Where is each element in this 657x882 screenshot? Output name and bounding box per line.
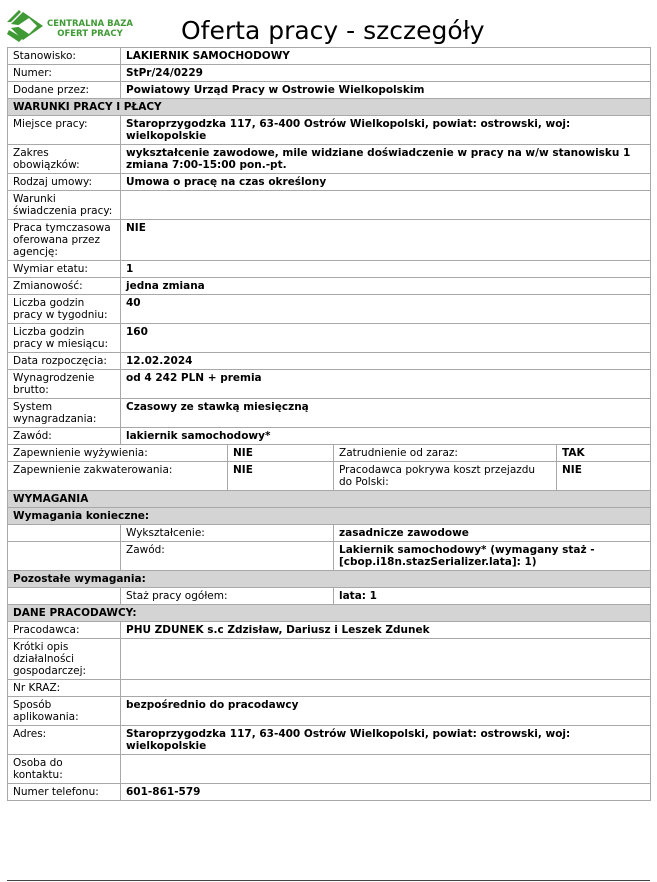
label-sposob-aplikowania: Sposób aplikowania: xyxy=(8,697,121,726)
value-wyksztalcenie: zasadnicze zawodowe xyxy=(334,525,651,542)
value-zawod: lakiernik samochodowy* xyxy=(121,428,651,445)
value-zatrudnienie-od-zaraz: TAK xyxy=(557,445,651,462)
label-zatrudnienie-od-zaraz: Zatrudnienie od zaraz: xyxy=(334,445,557,462)
label-wymagany-zawod: Zawód: xyxy=(121,542,334,571)
value-zakres-obowiazkow: wykształcenie zawodowe, mile widziane doświadczenie w pracy na w/w stanowisku 1 zmiana 7:00-15:00 pon.-pt. xyxy=(121,145,651,174)
subsection-pozostale xyxy=(8,571,651,588)
label-zmianowosc: Zmianowość: xyxy=(8,278,121,295)
section-wymagania-title: WYMAGANIA xyxy=(8,491,651,508)
row-wymagany-zawod xyxy=(8,542,651,571)
value-miejsce-pracy: Staroprzygodzka 117, 63-400 Ostrów Wielkopolski, powiat: ostrowski, woj: wielkopolskie xyxy=(121,116,651,145)
document-header xyxy=(7,6,650,46)
value-godziny-miesiac: 160 xyxy=(121,324,651,353)
value-stanowisko: LAKIERNIK SAMOCHODOWY xyxy=(121,48,651,65)
label-stanowisko: Stanowisko: xyxy=(8,48,121,65)
row-godziny-miesiac xyxy=(8,324,651,353)
value-wymiar-etatu: 1 xyxy=(121,261,651,278)
row-praca-tymczasowa xyxy=(8,220,651,261)
row-rodzaj-umowy xyxy=(8,174,651,191)
row-numer-telefonu xyxy=(8,784,651,801)
row-wynagrodzenie xyxy=(8,370,651,399)
value-sposob-aplikowania: bezpośrednio do pracodawcy xyxy=(121,697,651,726)
row-wymiar-etatu xyxy=(8,261,651,278)
value-osoba-kontakt xyxy=(121,755,651,784)
row-opis-dzialalnosci xyxy=(8,639,651,680)
label-wynagrodzenie: Wynagrodzenie brutto: xyxy=(8,370,121,399)
value-pracodawca: PHU ZDUNEK s.c Zdzisław, Dariusz i Leszek Zdunek xyxy=(121,622,651,639)
value-numer-telefonu: 601-861-579 xyxy=(121,784,651,801)
logo-text xyxy=(47,20,133,39)
row-staz-pracy xyxy=(8,588,651,605)
label-wyzywienie: Zapewnienie wyżywienia: xyxy=(8,445,228,462)
label-warunki-swiadczenia: Warunki świadczenia pracy: xyxy=(8,191,121,220)
subsection-konieczne xyxy=(8,508,651,525)
value-dodane-przez: Powiatowy Urząd Pracy w Ostrowie Wielkopolskim xyxy=(121,82,651,99)
row-data-rozpoczecia xyxy=(8,353,651,370)
page-title: Oferta pracy - szczegóły xyxy=(181,16,485,45)
row-nr-kraz xyxy=(8,680,651,697)
row-stanowisko xyxy=(8,48,651,65)
value-system-wynagradzania: Czasowy ze stawką miesięczną xyxy=(121,399,651,428)
row-warunki-swiadczenia xyxy=(8,191,651,220)
label-staz-pracy: Staż pracy ogółem: xyxy=(121,588,334,605)
row-osoba-kontakt xyxy=(8,755,651,784)
label-godziny-miesiac: Liczba godzin pracy w miesiącu: xyxy=(8,324,121,353)
label-pracodawca: Pracodawca: xyxy=(8,622,121,639)
label-koszt-przejazdu: Pracodawca pokrywa koszt przejazdu do Polski: xyxy=(334,462,557,491)
label-wymiar-etatu: Wymiar etatu: xyxy=(8,261,121,278)
row-zakwaterowanie-przejazd xyxy=(8,462,651,491)
logo-line-1: CENTRALNA BAZA xyxy=(47,19,133,29)
label-miejsce-pracy: Miejsce pracy: xyxy=(8,116,121,145)
logo-arrow-icon xyxy=(7,10,47,42)
label-adres: Adres: xyxy=(8,726,121,755)
row-dodane-przez xyxy=(8,82,651,99)
label-zakres-obowiazkow: Zakres obowiązków: xyxy=(8,145,121,174)
row-zawod xyxy=(8,428,651,445)
label-praca-tymczasowa: Praca tymczasowa oferowana przez agencję: xyxy=(8,220,121,261)
offer-details-table xyxy=(7,47,651,801)
value-data-rozpoczecia: 12.02.2024 xyxy=(121,353,651,370)
label-dodane-przez: Dodane przez: xyxy=(8,82,121,99)
value-wynagrodzenie: od 4 242 PLN + premia xyxy=(121,370,651,399)
section-pracodawca xyxy=(8,605,651,622)
value-koszt-przejazdu: NIE xyxy=(557,462,651,491)
value-zmianowosc: jedna zmiana xyxy=(121,278,651,295)
value-praca-tymczasowa: NIE xyxy=(121,220,651,261)
page-bottom-rule xyxy=(7,880,650,881)
label-zawod: Zawód: xyxy=(8,428,121,445)
label-zakwaterowanie: Zapewnienie zakwaterowania: xyxy=(8,462,228,491)
row-system-wynagradzania xyxy=(8,399,651,428)
row-zakres-obowiazkow xyxy=(8,145,651,174)
row-godziny-tydzien xyxy=(8,295,651,324)
value-staz-pracy: lata: 1 xyxy=(334,588,651,605)
subsection-pozostale-title: Pozostałe wymagania: xyxy=(8,571,651,588)
logo-line-2: OFERT PRACY xyxy=(57,28,123,39)
indent-cell xyxy=(8,588,121,605)
indent-cell xyxy=(8,525,121,542)
row-wyksztalcenie xyxy=(8,525,651,542)
value-adres: Staroprzygodzka 117, 63-400 Ostrów Wielkopolski, powiat: ostrowski, woj: wielkopolskie xyxy=(121,726,651,755)
label-wyksztalcenie: Wykształcenie: xyxy=(121,525,334,542)
section-wymagania xyxy=(8,491,651,508)
value-wyzywienie: NIE xyxy=(228,445,334,462)
row-adres xyxy=(8,726,651,755)
row-miejsce-pracy xyxy=(8,116,651,145)
row-pracodawca xyxy=(8,622,651,639)
indent-cell xyxy=(8,542,121,571)
value-nr-kraz xyxy=(121,680,651,697)
row-zmianowosc xyxy=(8,278,651,295)
value-numer: StPr/24/0229 xyxy=(121,65,651,82)
subsection-konieczne-title: Wymagania konieczne: xyxy=(8,508,651,525)
value-wymagany-zawod: Lakiernik samochodowy* (wymagany staż - [cbop.i18n.stazSerializer.lata]: 1) xyxy=(334,542,651,571)
value-zakwaterowanie: NIE xyxy=(228,462,334,491)
section-warunki-title: WARUNKI PRACY I PŁACY xyxy=(8,99,651,116)
label-godziny-tydzien: Liczba godzin pracy w tygodniu: xyxy=(8,295,121,324)
value-warunki-swiadczenia xyxy=(121,191,651,220)
row-numer xyxy=(8,65,651,82)
row-wyzywienie-zatrudnienie xyxy=(8,445,651,462)
section-pracodawca-title: DANE PRACODAWCY: xyxy=(8,605,651,622)
label-numer-telefonu: Numer telefonu: xyxy=(8,784,121,801)
label-data-rozpoczecia: Data rozpoczęcia: xyxy=(8,353,121,370)
label-numer: Numer: xyxy=(8,65,121,82)
value-opis-dzialalnosci xyxy=(121,639,651,680)
label-system-wynagradzania: System wynagradzania: xyxy=(8,399,121,428)
offer-details-body xyxy=(8,48,651,801)
label-rodzaj-umowy: Rodzaj umowy: xyxy=(8,174,121,191)
label-osoba-kontakt: Osoba do kontaktu: xyxy=(8,755,121,784)
label-opis-dzialalnosci: Krótki opis działalności gospodarczej: xyxy=(8,639,121,680)
label-nr-kraz: Nr KRAZ: xyxy=(8,680,121,697)
value-rodzaj-umowy: Umowa o pracę na czas określony xyxy=(121,174,651,191)
section-warunki xyxy=(8,99,651,116)
value-godziny-tydzien: 40 xyxy=(121,295,651,324)
cbop-logo xyxy=(7,10,147,42)
row-sposob-aplikowania xyxy=(8,697,651,726)
